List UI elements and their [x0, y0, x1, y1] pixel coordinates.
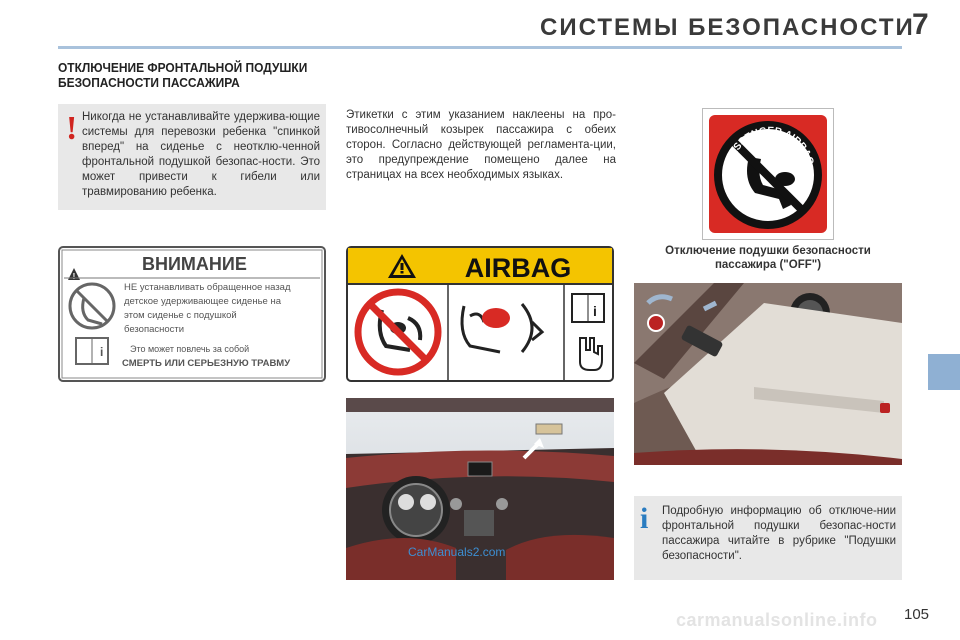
vnimanie-line6: СМЕРТЬ ИЛИ СЕРЬЕЗНУЮ ТРАВМУ	[122, 358, 291, 369]
vnimanie-line1: НЕ устанавливать обращенное назад	[124, 282, 291, 293]
photo-watermark: CarManuals2.com	[408, 545, 506, 559]
info-box	[634, 496, 902, 580]
airbag-warning-label	[346, 246, 614, 382]
vnimanie-title: ВНИМАНИЕ	[142, 254, 247, 274]
airbag-title: AIRBAG	[464, 253, 572, 283]
section-title: ОТКЛЮЧЕНИЕ ФРОНТАЛЬНОЙ ПОДУШКИ БЕЗОПАСНОСТИ ПАССАЖИРА	[58, 60, 308, 90]
chapter-side-tab	[928, 354, 960, 390]
svg-text:!: !	[72, 272, 76, 281]
svg-text:i: i	[100, 345, 104, 359]
chapter-number: 7	[912, 8, 929, 41]
site-watermark: carmanualsonline.info	[676, 610, 878, 630]
vnimanie-line4: безопасности	[124, 324, 185, 335]
page-title: СИСТЕМЫ БЕЗОПАСНОСТИ	[540, 14, 915, 41]
dashboard-photo	[346, 398, 614, 580]
sticker-caption: Отключение подушки безопасности пассажира ("OFF")	[665, 245, 871, 271]
svg-text:i: i	[593, 303, 597, 319]
body-paragraph: Этикетки с этим указанием наклеены на про-тивосолнечный козырек пассажира с обеих сторон. Согласно действующей регламента-ции, это предупреждение помещено далее на страницах на всех необходимых языках.	[346, 109, 616, 181]
vnimanie-line3: этом сиденье с подушкой	[124, 310, 237, 321]
passenger-airbag-sticker	[702, 108, 834, 240]
vnimanie-line2: детское удерживающее сиденье на	[124, 296, 281, 307]
airbag-switch-photo	[634, 283, 902, 465]
sticker-text: PASSENGER AIRBAG	[725, 125, 816, 167]
warning-text: Никогда не устанавливайте удержива-ющие системы для перевозки ребенка "спинкой вперед" на сиденье с неотклю-ченной фронтальной подушкой безопас-ности. Это может привести к гибели или травмированию ребенка.	[82, 111, 320, 198]
info-text: Подробную информацию об отключе-нии фронтальной подушки безопас-ности пассажира читайте в рубрике "Подушки безопасности".	[662, 505, 896, 562]
vnimanie-line5: Это может повлечь за собой	[130, 344, 250, 354]
page-number: 105	[904, 606, 930, 623]
warning-label-vnimanie	[58, 246, 326, 382]
warning-exclamation-icon: !	[66, 110, 78, 147]
warning-box	[58, 104, 326, 210]
info-icon: i	[640, 502, 649, 535]
header-rule	[58, 46, 902, 49]
